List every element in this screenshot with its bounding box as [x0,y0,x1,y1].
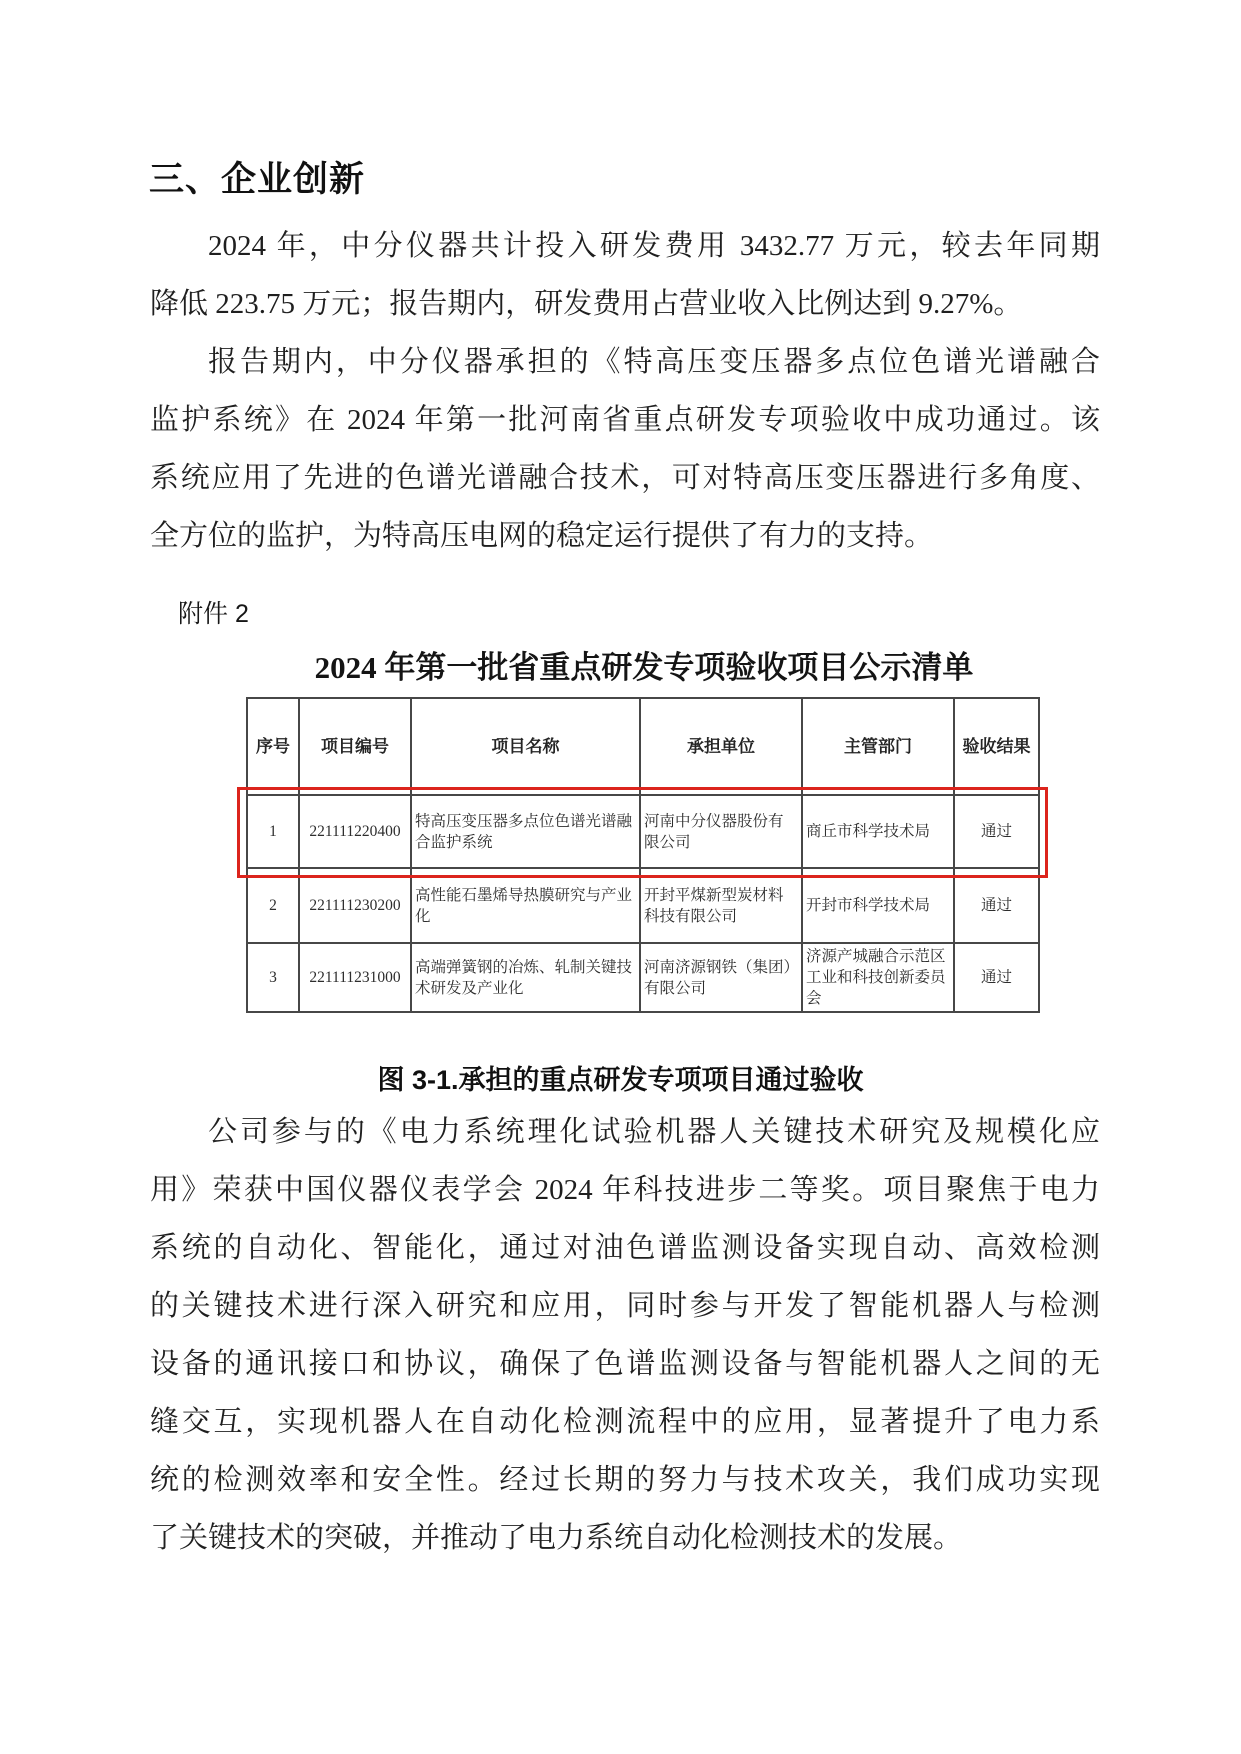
paragraph-project-acceptance [150,333,1100,565]
cell-seq: 2 [247,868,299,943]
column-header: 项目编号 [299,698,411,795]
table-header-row [247,698,1039,795]
paragraph-rd-expense [150,217,1100,333]
column-header: 项目名称 [411,698,640,795]
cell-name: 高端弹簧钢的冶炼、轧制关键技术研发及产业化 [411,943,640,1012]
cell-dept: 商丘市科学技术局 [802,795,954,868]
paragraph-award [150,1103,1100,1567]
table-row [247,943,1039,1012]
cell-org: 开封平煤新型炭材料科技有限公司 [640,868,802,943]
acceptance-table [246,697,1040,1013]
text-line: 的关键技术进行深入研究和应用，同时参与开发了智能机器人与检测 [150,1290,1100,1322]
text-line: 用》荣获中国仪器仪表学会 2024 年科技进步二等奖。项目聚焦于电力 [150,1174,1100,1206]
text-line: 设备的通讯接口和协议，确保了色谱监测设备与智能机器人之间的无 [150,1348,1100,1380]
text-line: 统的检测效率和安全性。经过长期的努力与技术攻关，我们成功实现 [150,1464,1100,1496]
column-header: 验收结果 [954,698,1039,795]
table-row [247,868,1039,943]
column-header: 承担单位 [640,698,802,795]
text-line: 公司参与的《电力系统理化试验机器人关键技术研究及规模化应 [208,1116,1100,1148]
cell-seq: 1 [247,795,299,868]
text-line: 系统的自动化、智能化，通过对油色谱监测设备实现自动、高效检测 [150,1232,1100,1264]
text-line: 2024 年，中分仪器共计投入研发费用 3432.77 万元，较去年同期 [208,230,1100,262]
attachment-label: 附件 2 [178,600,249,628]
cell-dept: 济源产城融合示范区工业和科技创新委员会 [802,943,954,1012]
cell-code: 221111230200 [299,868,411,943]
section-heading: 三、企业创新 [149,160,366,199]
text-line: 全方位的监护，为特高压电网的稳定运行提供了有力的支持。 [150,520,934,552]
cell-result: 通过 [954,943,1039,1012]
table-title: 2024 年第一批省重点研发专项验收项目公示清单 [314,650,974,685]
cell-code: 221111220400 [299,795,411,868]
text-line: 系统应用了先进的色谱光谱融合技术，可对特高压变压器进行多角度、 [150,462,1100,494]
cell-org: 河南济源钢铁（集团）有限公司 [640,943,802,1012]
text-line: 报告期内，中分仪器承担的《特高压变压器多点位色谱光谱融合 [208,346,1100,378]
text-line: 监护系统》在 2024 年第一批河南省重点研发专项验收中成功通过。该 [150,404,1100,436]
cell-result: 通过 [954,795,1039,868]
cell-result: 通过 [954,868,1039,943]
cell-name: 特高压变压器多点位色谱光谱融合监护系统 [411,795,640,868]
cell-seq: 3 [247,943,299,1012]
text-line: 降低 223.75 万元；报告期内，研发费用占营业收入比例达到 9.27%。 [150,288,1023,320]
table-row [247,795,1039,868]
cell-name: 高性能石墨烯导热膜研究与产业化 [411,868,640,943]
column-header: 主管部门 [802,698,954,795]
text-line: 了关键技术的突破，并推动了电力系统自动化检测技术的发展。 [150,1522,963,1554]
cell-dept: 开封市科学技术局 [802,868,954,943]
cell-code: 221111231000 [299,943,411,1012]
column-header: 序号 [247,698,299,795]
figure-caption: 图 3-1.承担的重点研发专项项目通过验收 [377,1065,864,1095]
cell-org: 河南中分仪器股份有限公司 [640,795,802,868]
text-line: 缝交互，实现机器人在自动化检测流程中的应用，显著提升了电力系 [150,1406,1100,1438]
